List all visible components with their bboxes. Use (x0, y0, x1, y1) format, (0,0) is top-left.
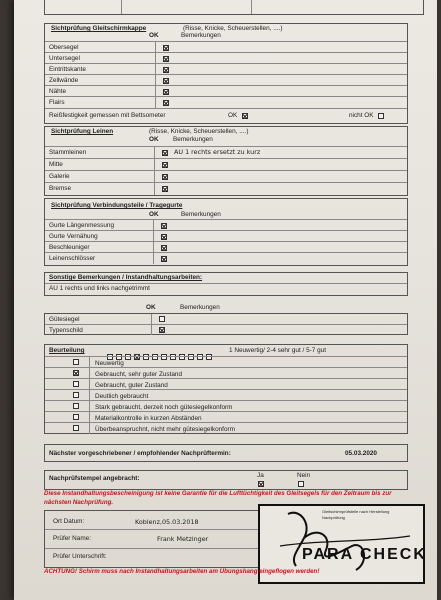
tear-ok-checkbox[interactable] (242, 113, 248, 119)
inspection-form (14, 0, 437, 600)
signature-label: Prüfer Unterschrift: (53, 553, 107, 560)
ok-checkbox[interactable] (163, 100, 169, 106)
rating-checkbox[interactable] (73, 403, 79, 409)
row-label: Gütesiegel (49, 316, 80, 323)
connectors-title: Sichtprüfung Verbindungsteile / Tragegurte (51, 202, 183, 209)
ok-checkbox[interactable] (163, 45, 169, 51)
lines-hint: (Risse, Knicke, Scheuerstellen, ....) (149, 128, 249, 135)
stamp-brand: PARA CHECK (302, 546, 427, 563)
rating-scale-text: 1 Neuwertig/ 2-4 sehr gut / 5-7 gut (229, 347, 326, 354)
stamp-question-section (44, 470, 408, 490)
form-row (45, 182, 407, 195)
tear-notok-checkbox[interactable] (378, 113, 384, 119)
canopy-hint: (Risse, Knicke, Scheuerstellen, ....) (183, 25, 283, 32)
canopy-title: Sichtprüfung Gleitschirmkappe (51, 25, 147, 32)
ok-checkbox[interactable] (159, 327, 165, 333)
tear-label: Reißfestigkeit gemessen mit Bettsometer (49, 112, 166, 119)
row-label: Flairs (49, 99, 65, 106)
stamp-question-label: Nachprüfstempel angebracht: (49, 475, 140, 482)
seal-section (44, 313, 408, 335)
lines-title: Sichtprüfung Leinen (51, 128, 114, 135)
ok-checkbox[interactable] (161, 245, 167, 251)
rating-checkbox[interactable] (73, 392, 79, 398)
rating-label: Stark gebraucht, derzeit noch gütesiegelkonform (95, 404, 233, 411)
rating-label: Deutlich gebraucht (95, 393, 149, 400)
stamp-small-line-2: Nachprüfung (322, 515, 345, 520)
notes-title: Sonstige Bemerkungen / Instandhaltungsarbeiten: (49, 274, 203, 281)
ok-checkbox[interactable] (163, 56, 169, 62)
ok-checkbox[interactable] (161, 223, 167, 229)
seal-ok-header: OK (146, 304, 156, 311)
ok-checkbox[interactable] (162, 186, 168, 192)
lines-section (44, 126, 408, 196)
rating-label: Neuwertig (95, 360, 124, 367)
canopy-remarks-header: Bemerkungen (181, 32, 221, 39)
place-label: Ort Datum: (53, 518, 85, 525)
row-label: Zellwände (49, 77, 79, 84)
form-row (45, 252, 407, 264)
row-label: Nähte (49, 88, 67, 95)
stamp-no-label: Nein (297, 472, 311, 479)
ok-checkbox[interactable] (161, 256, 167, 262)
canopy-ok-header: OK (149, 32, 159, 39)
row-label: Stammleinen (49, 149, 87, 156)
ok-checkbox[interactable] (161, 234, 167, 240)
rating-checkbox[interactable] (73, 381, 79, 387)
next-date-label: Nächster vorgeschriebener / empfohlender Nachprüftermin: (49, 450, 231, 457)
row-label: Bremse (49, 185, 72, 192)
row-label: Mitte (49, 161, 63, 168)
rating-label: Gebraucht, guter Zustand (95, 382, 168, 389)
stamp-no-checkbox[interactable] (298, 481, 304, 487)
row-label: Beschleuniger (49, 244, 90, 251)
rating-checkbox[interactable] (73, 370, 79, 376)
row-label: Untersegel (49, 55, 80, 62)
ok-checkbox[interactable] (162, 150, 168, 156)
row-label: Eintrittskante (49, 66, 86, 73)
warning-text: ACHTUNG! Schirm muss nach Instandhaltungsarbeiten am Übungshang eingeflogen werden! (44, 568, 320, 575)
lines-ok-header: OK (149, 136, 159, 143)
rating-checkbox[interactable] (73, 359, 79, 365)
stamp-yes-label: Ja (257, 472, 264, 479)
row-label: Typenschild (49, 327, 83, 334)
next-date-section (44, 444, 408, 462)
notes-section (44, 272, 408, 296)
top-row (44, 0, 424, 15)
rating-row (45, 422, 407, 434)
seal-remarks-header: Bemerkungen (180, 304, 220, 311)
ok-checkbox[interactable] (162, 174, 168, 180)
form-row (45, 96, 407, 108)
ok-checkbox[interactable] (163, 67, 169, 73)
connectors-section (44, 198, 408, 266)
stamp-yes-checkbox[interactable] (258, 481, 264, 487)
rating-label: Gebraucht, sehr guter Zustand (95, 371, 183, 378)
rating-label: Überbeanspruchnt, nicht mehr gütesiegelkonform (95, 426, 235, 433)
row-remark: AU 1 rechts ersetzt zu kurz (174, 148, 261, 156)
next-date-value: 05.03.2020 (345, 450, 377, 457)
row-label: Obersegel (49, 44, 79, 51)
ok-checkbox[interactable] (162, 162, 168, 168)
name-value: Frank Metzinger (157, 535, 209, 543)
form-row (45, 324, 407, 335)
place-value: Koblenz,05.03.2018 (135, 518, 199, 526)
row-label: Leinenschlösser (49, 255, 96, 262)
row-label: Gurte Vernähung (49, 233, 98, 240)
ok-checkbox[interactable] (163, 78, 169, 84)
ok-checkbox[interactable] (163, 89, 169, 95)
rating-checkbox[interactable] (73, 425, 79, 431)
connectors-remarks-header: Bemerkungen (181, 211, 221, 218)
rating-title: Beurteilung (49, 347, 85, 354)
lines-remarks-header: Bemerkungen (173, 136, 213, 143)
canopy-section (44, 23, 408, 124)
disclaimer-text: Diese Instandhaltungsbescheinigung ist keine Garantie für die Lufttüchtigkeit des Gleitsegels für den Zeitraum bis zur nächsten Nachprüfung. (44, 490, 392, 506)
rating-label: Materialkontrolle in kurzen Abständen (95, 415, 202, 422)
rating-checkbox[interactable] (73, 414, 79, 420)
tear-ok-label: OK (228, 112, 238, 119)
form-row (45, 314, 407, 324)
stamp-small-line-1: Gleitschirmprüfstelle nach Herstellung (322, 509, 390, 514)
ok-checkbox[interactable] (159, 316, 165, 322)
name-label: Prüfer Name: (53, 535, 92, 542)
row-label: Gurte Längenmessung (49, 222, 115, 229)
connectors-ok-header: OK (149, 211, 159, 218)
row-label: Galerie (49, 173, 70, 180)
notes-text: AU 1 rechts und links nachgetrimmt (49, 285, 150, 292)
rating-section (44, 344, 408, 434)
tear-notok-label: nicht OK (349, 112, 374, 119)
